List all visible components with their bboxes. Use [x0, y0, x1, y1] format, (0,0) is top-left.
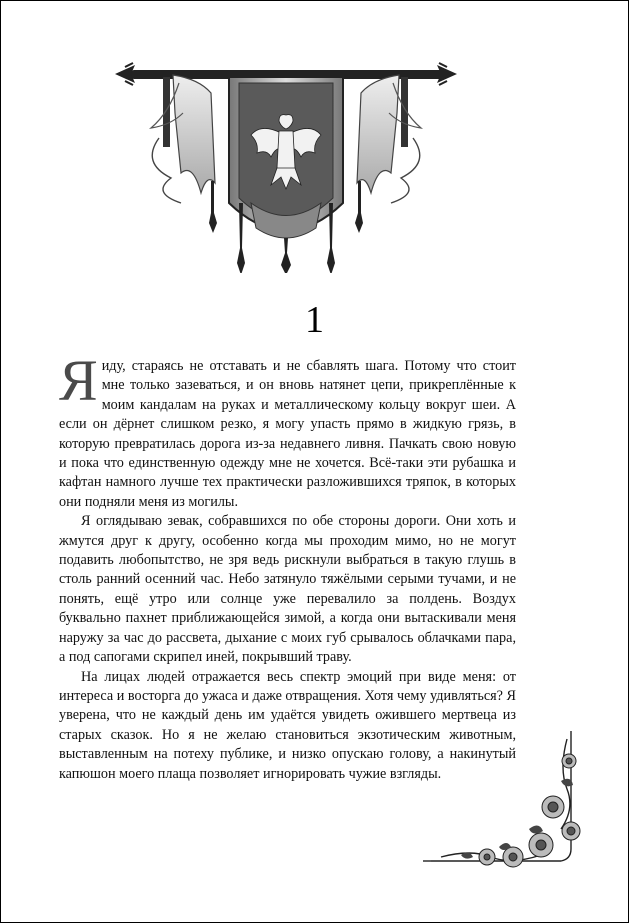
paragraph-1	[59, 348, 516, 512]
heraldic-banner-illustration	[111, 53, 461, 273]
paragraph-2: Я оглядываю зевак, собравшихся по обе стороны дороги. Они хоть и жмутся друг к другу, особенно когда мы проходим мимо, но не могут подавить любопытство, не зря ведь рискнули выбраться в такую глушь в столь ранний осенний час. Небо затянуло тяжёлыми серыми тучами, и не понять, ещё утро или солнце уже перевалило за полдень. Воздух буквально пахнет приближающейся зимой, а когда они вытаскивали меня наружу за час до рассвета, дыхание с моих губ срывалось облачками пара, а под сапогами скрипел иней, покрывший траву.	[59, 513, 516, 666]
rose-corner-ornament	[421, 729, 591, 879]
chapter-number: 1	[305, 299, 324, 341]
paragraph-3: На лицах людей отражается весь спектр эмоций при виде меня: от интереса и восторга до ужаса и даже отвращения. Хотя чему удивляться? Я уверена, что не каждый день им удаётся увидеть ожившего мертвеца из старых сказок. Но я не желаю становиться экзотическим животным, выставленным на потеху публике, и низко опускаю голову, а накинутый капюшон моего плаща позволяет игнорировать чужие взгляды.	[59, 668, 516, 782]
paragraph-1-text: иду, стараясь не отставать и не сбавлять шага. Потому что стоит мне только зазеваться, и он вновь натянет цепи, прикреплённые к моим кандалам на руках и металлическому кольцу вокруг шеи. А если он дёрнет слишком резко, я могу упасть прямо в жидкую грязь, в которую превратилась дорога из-за недавнего ливня. Пачкать свою новую и пока что единственную одежду мне не хочется. Всё-таки эти рубашка и кафтан намного лучше тех практически разложившихся тряпок, в которых они подняли меня из могилы.	[59, 358, 516, 510]
drop-cap: Я	[59, 348, 98, 413]
chapter-text	[59, 348, 516, 784]
